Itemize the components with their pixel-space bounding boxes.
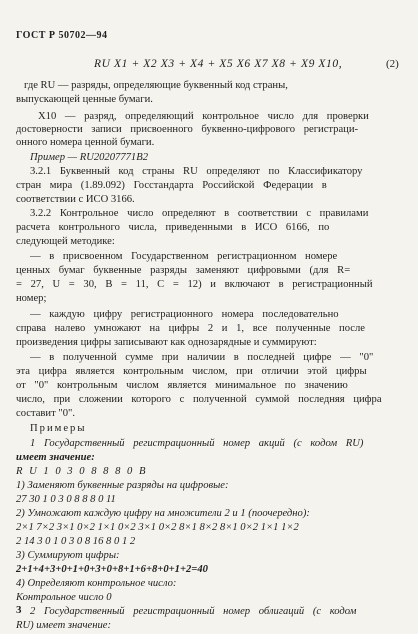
page-number: 3 [16,604,22,616]
text-line: выпускающей ценные бумаги. [16,94,153,105]
text-line: 1 Государственный регистрационный номер акций (с кодом RU) [30,438,364,449]
text-line: 1) Заменяют буквенные разряды на цифровые: [16,480,229,491]
text-line: Примеры [30,423,87,434]
text-line: R U 1 0 3 0 8 8 8 0 B [16,466,148,477]
text-line: 2×1 7×2 3×1 0×2 1×1 0×2 3×1 0×2 8×1 8×2 8×1 0×2 1×1 1×2 [16,522,299,533]
text-line: 2) Умножают каждую цифру на множители 2 и 1 (поочередно): [16,508,310,519]
text-line: 2+1+4+3+0+1+0+3+0+8+1+6+8+0+1+2=40 [16,564,208,575]
text-line: расчета контрольного числа, приведенными в ИСО 6166, по [16,222,330,233]
text-line: X10 — разряд, определяющий контрольное число для проверки [38,111,369,122]
text-line: имеет значение: [16,452,95,463]
text-line: 3) Суммируют цифры: [16,550,120,561]
text-line: — в полученной сумме при наличии в последней цифре — "0" [30,352,374,363]
text-line: следующей методике: [16,236,115,247]
text-line: — в присвоенном Государственном регистрационном номере [30,251,338,262]
formula-number: (2) [386,58,399,70]
text-line: Контрольное число 0 [16,592,112,603]
text-line: число, при сложении которого с полученной суммой последняя цифра [16,394,382,405]
text-line: достоверности записи присвоенного буквенно-цифрового регистраци- [16,124,359,135]
text-line: 4) Определяют контрольное число: [16,578,177,589]
text-line: — каждую цифру регистрационного номера последовательно [30,309,339,320]
text-line: соответствии с ИСО 3166. [16,194,135,205]
text-line: стран мира (1.89.092) Госстандарта Российской Федерации в [16,180,327,191]
text-line: где RU — разряды, определяющие буквенный код страны, [24,80,288,91]
text-line: Пример — RU20207771B2 [30,152,148,163]
text-line: произведения цифры записывают как однозарядные и суммируют: [16,337,317,348]
text-line: = 27, U = 30, B = 11, C = 12) и включают в регистрационный [16,279,373,290]
text-line: 3.2.2 Контрольное число определяют в соответствии с правилами [30,208,369,219]
text-line: составит "0". [16,408,75,419]
text-line: онного номера ценной бумаги. [16,137,155,148]
text-line: от "0" контрольным числом является минимальное по значению [16,380,348,391]
formula: RU X1 + X2 X3 + X4 + X5 X6 X7 X8 + X9 X10, [94,58,343,70]
page-header: ГОСТ Р 50702—94 [16,30,108,41]
text-line: эта цифра является контрольным числом, при отличии этой цифры [16,366,367,377]
text-line: RU) имеет значение: [16,620,112,631]
text-line: справа налево умножают на цифры 2 и 1, все полученные после [16,323,365,334]
text-line: номер; [16,293,47,304]
text-line: ценных бумаг буквенные разряды заменяют цифровыми (для R= [16,265,351,276]
text-line: 3.2.1 Буквенный код страны RU определяют по Классификатору [30,166,363,177]
text-line: 27 30 1 0 3 0 8 8 8 0 11 [16,494,116,505]
text-line: 2 Государственный регистрационный номер облигаций (с кодом [30,606,357,617]
text-line: 2 14 3 0 1 0 3 0 8 16 8 0 1 2 [16,536,136,547]
